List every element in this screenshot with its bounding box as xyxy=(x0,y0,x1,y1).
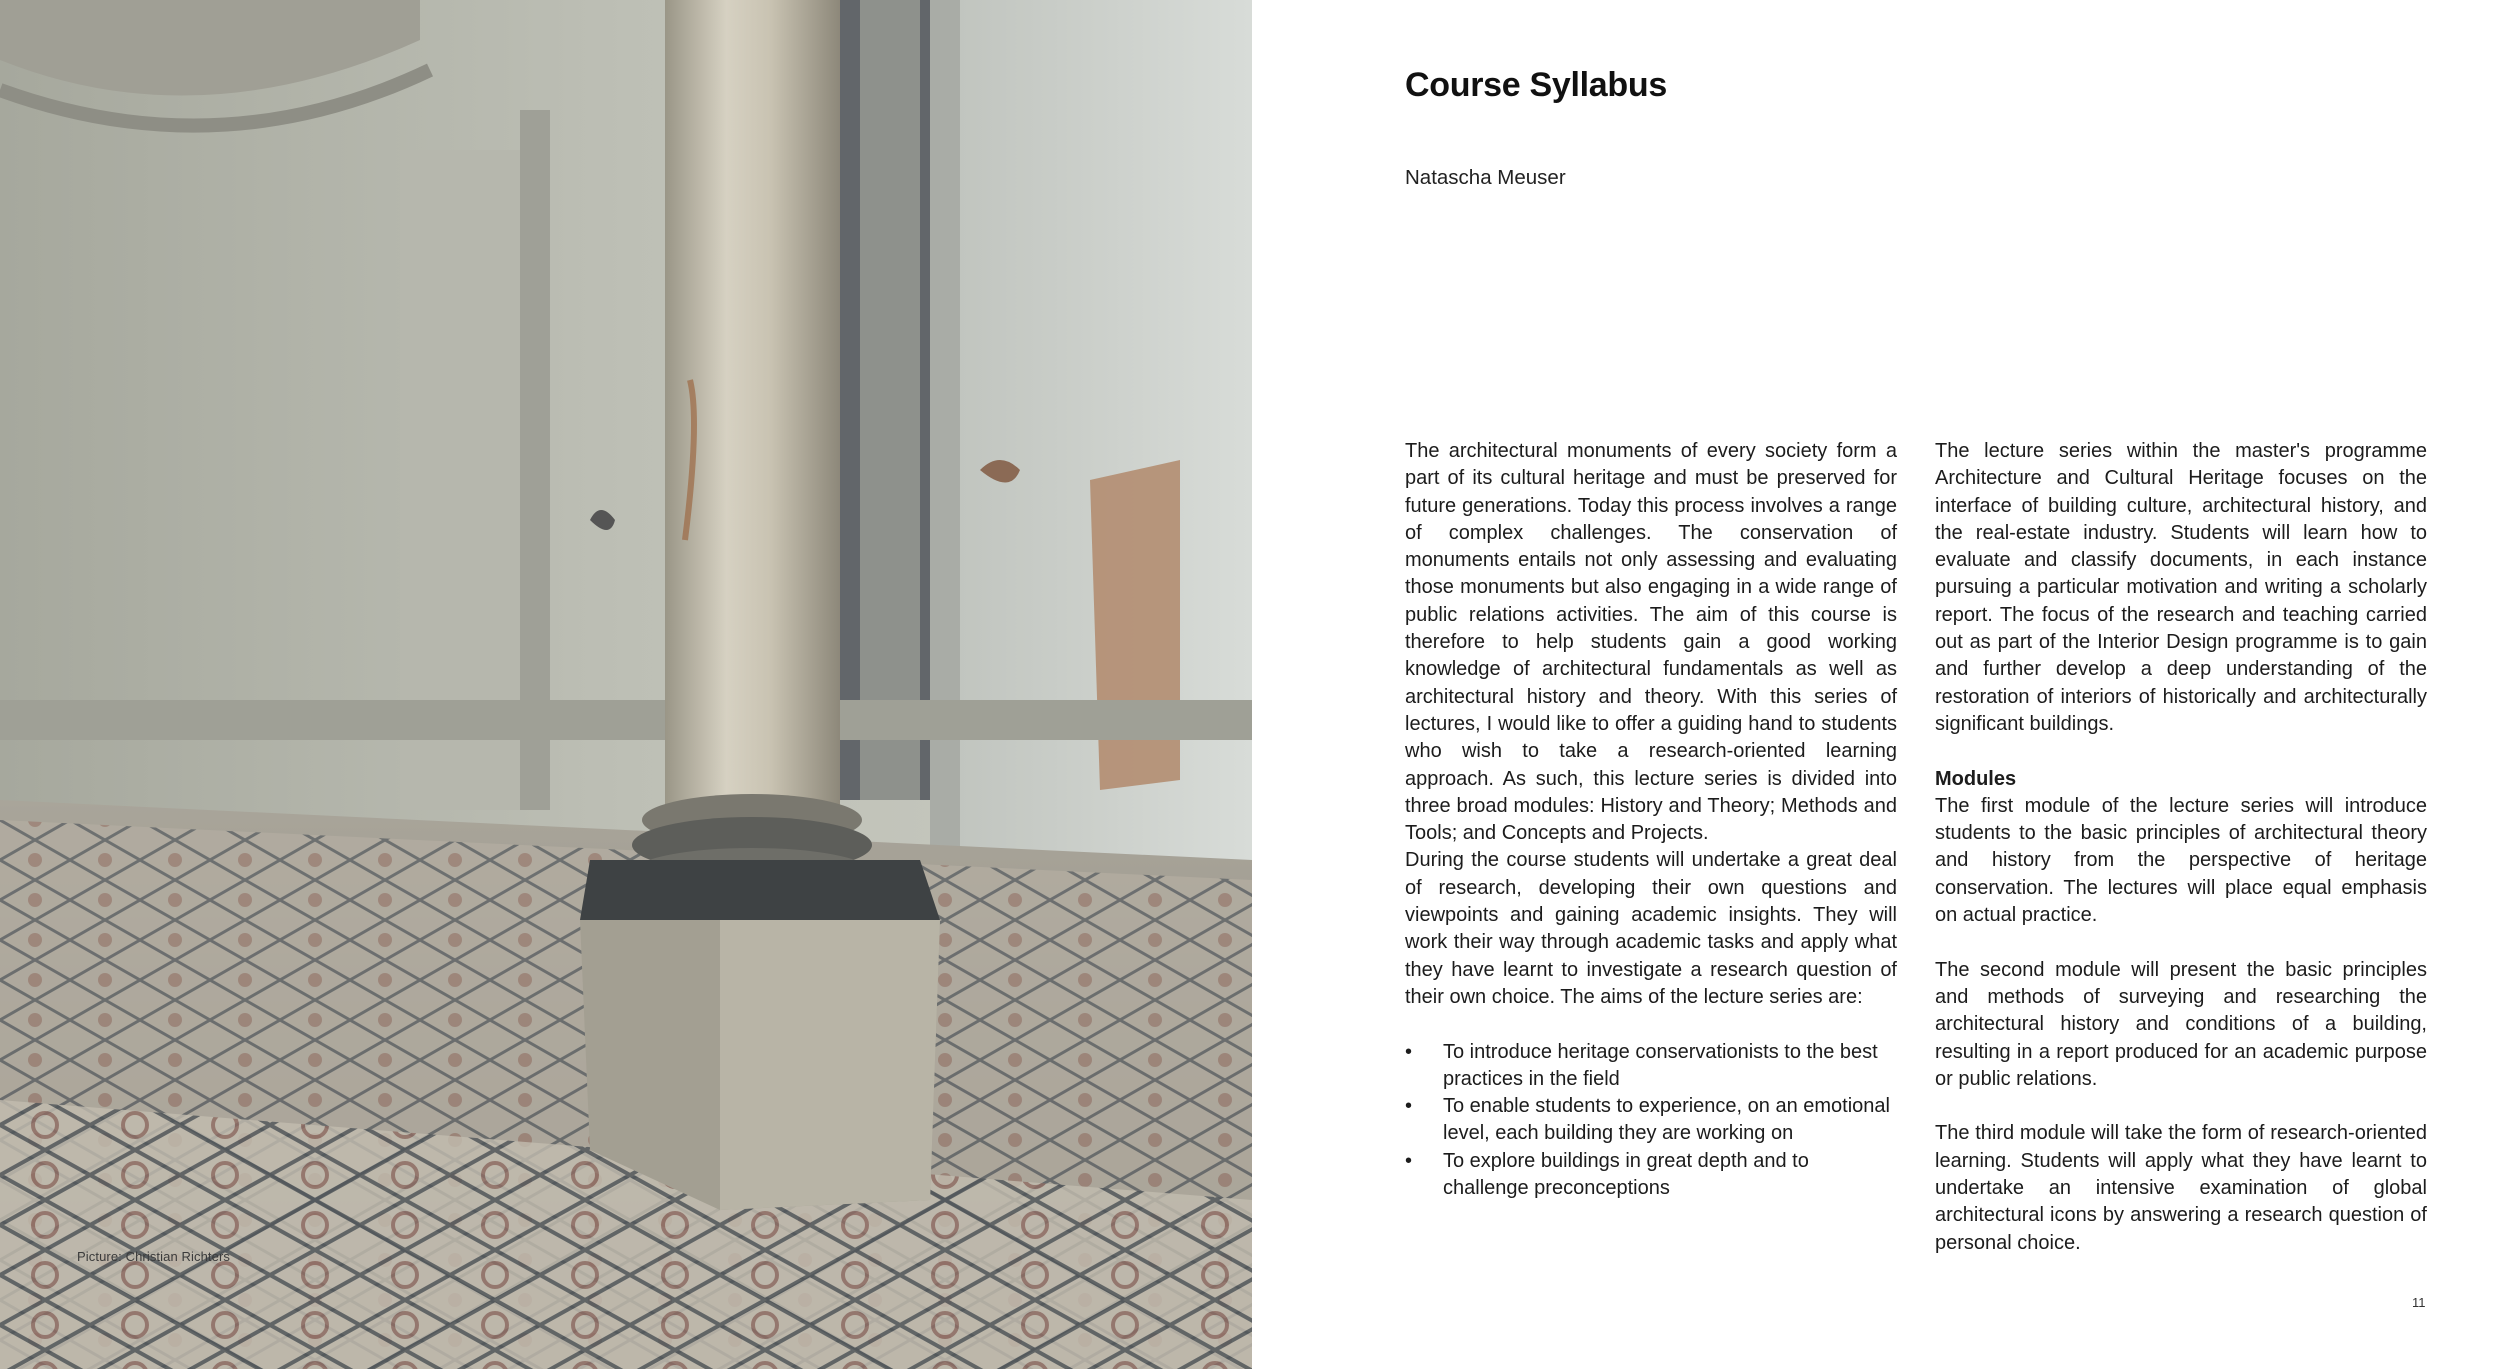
aims-list xyxy=(1405,1039,1897,1203)
modules-heading: Modules xyxy=(1935,767,2017,790)
list-item xyxy=(1405,1093,1897,1148)
module-1-paragraph: The first module of the lecture series will introduce students to the basic principles of architectural theory and history from the perspective of heritage conservation. The lectures will place equal emphasis on actual practice. xyxy=(1935,794,2427,927)
research-paragraph: During the course students will undertake a great deal of research, developing their own questions and viewpoints and gaining academic insights. They will work their way through academic tasks and apply what they have learnt to investigate a research question of their own choice. The aims of the lecture series are: xyxy=(1405,849,1897,1008)
aim-text: To explore buildings in great depth and to challenge preconceptions xyxy=(1443,1149,1809,1200)
aim-text: To enable students to experience, on an emotional level, each building they are working on xyxy=(1443,1095,1890,1145)
photo-credit: Picture: Christian Richters xyxy=(77,1249,230,1264)
intro-paragraph: The architectural monuments of every society form a part of its cultural heritage and must be preserved for future generations. Today this process involves a range of complex challenges. The conservation of monuments entails not only assessing and evaluating those monuments but also engaging in a wide range of public relations activities. The aim of this course is therefore to help students gain a good working knowledge of architectural fundamentals as well as architectural history and theory. With this series of lectures, I would like to offer a guiding hand to students who wish to take a research-oriented learning approach. As such, this lecture series is divided into three broad modules: History and Theory; Methods and Tools; and Concepts and Projects. xyxy=(1405,440,1897,845)
author-name: Natascha Meuser xyxy=(1405,166,1566,189)
bullet-icon: • xyxy=(1405,1095,1413,1118)
module-3-paragraph: The third module will take the form of research-oriented learning. Students will apply what they have learnt to undertake an intensive examination of global architectural icons by answering a research question of personal choice. xyxy=(1935,1122,2427,1254)
bullet-icon: • xyxy=(1405,1149,1413,1172)
module-2-paragraph: The second module will present the basic principles and methods of surveying and researching the architectural history and conditions of a building, resulting in a report produced for an academic purpose or public relations. xyxy=(1935,958,2427,1090)
text-column-right xyxy=(1935,438,2427,1257)
programme-paragraph: The lecture series within the master's programme Architecture and Cultural Heritage focuses on the interface of building culture, architectural history, and the real-estate industry. Students will learn how to evaluate and classify documents, in each instance pursuing a particular motivation and writing a scholarly report. The focus of the research and teaching carried out as part of the Interior Design programme is to gain and further develop a deep understanding of the restoration of interiors of historically and architecturally significant buildings. xyxy=(1935,440,2427,735)
page-number: 11 xyxy=(2412,1295,2426,1310)
text-column-left xyxy=(1405,438,1897,1202)
list-item xyxy=(1405,1148,1897,1203)
list-item xyxy=(1405,1039,1897,1094)
page-title: Course Syllabus xyxy=(1405,66,1667,104)
aim-text: To introduce heritage conservationists to the best practices in the field xyxy=(1443,1040,1878,1090)
bullet-icon: • xyxy=(1405,1040,1413,1063)
